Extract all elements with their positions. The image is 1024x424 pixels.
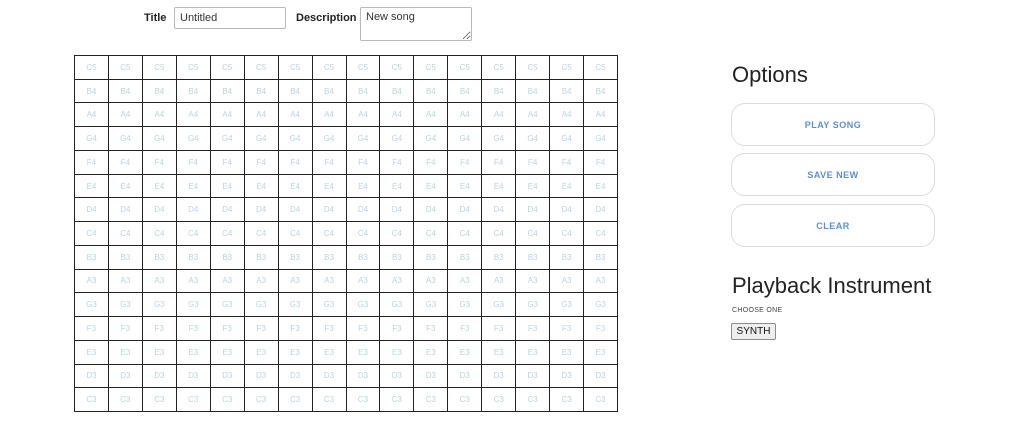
note-cell[interactable]: A4 xyxy=(313,103,347,127)
playback-instrument-heading: Playback Instrument xyxy=(732,273,932,298)
note-cell[interactable]: G3 xyxy=(75,293,109,317)
note-cell[interactable]: A3 xyxy=(75,270,109,294)
note-cell[interactable]: F4 xyxy=(516,151,550,175)
note-cell[interactable]: C4 xyxy=(143,222,177,246)
note-cell[interactable]: F3 xyxy=(279,317,313,341)
note-cell[interactable]: E4 xyxy=(279,175,313,199)
note-cell[interactable]: G3 xyxy=(347,293,381,317)
note-cell[interactable]: A4 xyxy=(245,103,279,127)
note-cell[interactable]: F3 xyxy=(313,317,347,341)
note-cell[interactable]: A4 xyxy=(75,103,109,127)
note-cell[interactable]: C5 xyxy=(380,56,414,80)
note-cell[interactable]: E4 xyxy=(245,175,279,199)
note-cell[interactable]: D3 xyxy=(482,365,516,389)
note-cell[interactable]: G3 xyxy=(245,293,279,317)
note-cell[interactable]: G4 xyxy=(211,127,245,151)
note-cell[interactable]: D4 xyxy=(550,198,584,222)
note-cell[interactable]: G4 xyxy=(516,127,550,151)
note-cell[interactable]: D4 xyxy=(347,198,381,222)
note-cell[interactable]: A4 xyxy=(143,103,177,127)
note-cell[interactable]: E3 xyxy=(550,341,584,365)
options-heading: Options xyxy=(732,62,808,87)
note-cell[interactable]: C4 xyxy=(279,222,313,246)
note-cell[interactable]: E4 xyxy=(550,175,584,199)
note-cell[interactable]: A3 xyxy=(109,270,143,294)
note-cell[interactable]: A4 xyxy=(482,103,516,127)
note-cell[interactable]: A4 xyxy=(516,103,550,127)
note-cell[interactable]: B3 xyxy=(313,246,347,270)
note-cell[interactable]: E4 xyxy=(584,175,618,199)
note-cell[interactable]: E4 xyxy=(143,175,177,199)
note-cell[interactable]: F3 xyxy=(143,317,177,341)
note-cell[interactable]: E3 xyxy=(75,341,109,365)
note-cell[interactable]: C5 xyxy=(109,56,143,80)
note-cell[interactable]: E4 xyxy=(448,175,482,199)
note-cell[interactable]: C4 xyxy=(109,222,143,246)
note-cell[interactable]: C4 xyxy=(75,222,109,246)
note-cell[interactable]: D4 xyxy=(313,198,347,222)
note-cell[interactable]: D4 xyxy=(177,198,211,222)
note-cell[interactable]: C4 xyxy=(177,222,211,246)
note-cell[interactable]: F4 xyxy=(584,151,618,175)
note-cell[interactable]: A3 xyxy=(313,270,347,294)
note-cell[interactable]: C3 xyxy=(313,388,347,412)
note-cell[interactable]: G4 xyxy=(279,127,313,151)
note-cell[interactable]: B3 xyxy=(279,246,313,270)
note-cell[interactable]: D4 xyxy=(75,198,109,222)
note-cell[interactable]: F4 xyxy=(211,151,245,175)
title-label: Title xyxy=(144,12,167,24)
note-cell[interactable]: E3 xyxy=(414,341,448,365)
note-cell[interactable]: F4 xyxy=(177,151,211,175)
note-cell[interactable]: F4 xyxy=(448,151,482,175)
note-cell[interactable]: B3 xyxy=(143,246,177,270)
note-cell[interactable]: C4 xyxy=(211,222,245,246)
note-cell[interactable]: F4 xyxy=(75,151,109,175)
note-cell[interactable]: D4 xyxy=(380,198,414,222)
note-cell[interactable]: C4 xyxy=(347,222,381,246)
note-cell[interactable]: G3 xyxy=(414,293,448,317)
note-cell[interactable]: G3 xyxy=(109,293,143,317)
note-cell[interactable]: F4 xyxy=(279,151,313,175)
note-cell[interactable]: A3 xyxy=(347,270,381,294)
note-cell[interactable]: C4 xyxy=(380,222,414,246)
note-cell[interactable]: G4 xyxy=(550,127,584,151)
note-cell[interactable]: A3 xyxy=(380,270,414,294)
note-cell[interactable]: B3 xyxy=(482,246,516,270)
note-cell[interactable]: C4 xyxy=(245,222,279,246)
note-cell[interactable]: B3 xyxy=(584,246,618,270)
note-cell[interactable]: D3 xyxy=(380,365,414,389)
note-cell[interactable]: B3 xyxy=(516,246,550,270)
note-cell[interactable]: D3 xyxy=(516,365,550,389)
description-textarea[interactable] xyxy=(360,7,472,41)
note-cell[interactable]: C3 xyxy=(347,388,381,412)
note-cell[interactable]: B4 xyxy=(279,80,313,104)
note-cell[interactable]: F4 xyxy=(109,151,143,175)
note-cell[interactable]: D4 xyxy=(482,198,516,222)
note-cell[interactable]: E4 xyxy=(109,175,143,199)
note-cell[interactable]: F3 xyxy=(584,317,618,341)
note-cell[interactable]: C5 xyxy=(279,56,313,80)
note-cell[interactable]: E3 xyxy=(143,341,177,365)
note-cell[interactable]: A4 xyxy=(211,103,245,127)
note-cell[interactable]: G4 xyxy=(414,127,448,151)
note-cell[interactable]: E3 xyxy=(245,341,279,365)
note-cell[interactable]: E3 xyxy=(482,341,516,365)
note-cell[interactable]: A4 xyxy=(109,103,143,127)
note-cell[interactable]: A3 xyxy=(550,270,584,294)
note-cell[interactable]: F3 xyxy=(516,317,550,341)
note-cell[interactable]: D3 xyxy=(347,365,381,389)
note-cell[interactable]: B3 xyxy=(414,246,448,270)
note-cell[interactable]: B3 xyxy=(245,246,279,270)
note-cell[interactable]: A3 xyxy=(211,270,245,294)
note-cell[interactable]: G3 xyxy=(482,293,516,317)
note-cell[interactable]: C3 xyxy=(380,388,414,412)
note-cell[interactable]: E4 xyxy=(516,175,550,199)
note-cell[interactable]: A3 xyxy=(143,270,177,294)
note-cell[interactable]: B4 xyxy=(347,80,381,104)
note-cell[interactable]: B4 xyxy=(516,80,550,104)
note-cell[interactable]: C4 xyxy=(414,222,448,246)
note-cell[interactable]: F3 xyxy=(177,317,211,341)
note-cell[interactable]: E3 xyxy=(448,341,482,365)
note-cell[interactable]: C5 xyxy=(177,56,211,80)
note-cell[interactable]: C5 xyxy=(448,56,482,80)
note-cell[interactable]: G4 xyxy=(313,127,347,151)
note-cell[interactable]: B4 xyxy=(109,80,143,104)
note-cell[interactable]: D4 xyxy=(279,198,313,222)
note-cell[interactable]: D3 xyxy=(245,365,279,389)
note-cell[interactable]: A3 xyxy=(516,270,550,294)
note-cell[interactable]: G3 xyxy=(584,293,618,317)
note-cell[interactable]: E4 xyxy=(211,175,245,199)
note-cell[interactable]: D4 xyxy=(245,198,279,222)
note-cell[interactable]: C4 xyxy=(313,222,347,246)
note-cell[interactable]: G3 xyxy=(143,293,177,317)
note-cell[interactable]: B3 xyxy=(347,246,381,270)
note-cell[interactable]: F4 xyxy=(380,151,414,175)
note-cell[interactable]: B3 xyxy=(75,246,109,270)
note-cell[interactable]: E4 xyxy=(313,175,347,199)
note-cell[interactable]: G3 xyxy=(313,293,347,317)
play-song-button[interactable]: PLAY SONG xyxy=(731,103,935,146)
note-cell[interactable]: A4 xyxy=(414,103,448,127)
note-cell[interactable]: C5 xyxy=(347,56,381,80)
note-cell[interactable]: A4 xyxy=(584,103,618,127)
note-cell[interactable]: C4 xyxy=(448,222,482,246)
note-cell[interactable]: G4 xyxy=(245,127,279,151)
note-cell[interactable]: E3 xyxy=(313,341,347,365)
note-cell[interactable]: D4 xyxy=(516,198,550,222)
note-cell[interactable]: C5 xyxy=(584,56,618,80)
synth-instrument-button[interactable]: SYNTH xyxy=(731,323,776,340)
note-cell[interactable]: G3 xyxy=(177,293,211,317)
note-cell[interactable]: C3 xyxy=(109,388,143,412)
choose-one-label: CHOOSE ONE xyxy=(732,307,783,314)
note-grid xyxy=(74,55,618,412)
note-cell[interactable]: B4 xyxy=(550,80,584,104)
note-cell[interactable]: D3 xyxy=(109,365,143,389)
note-cell[interactable]: E3 xyxy=(347,341,381,365)
note-cell[interactable]: C5 xyxy=(482,56,516,80)
note-cell[interactable]: E3 xyxy=(211,341,245,365)
note-cell[interactable]: F3 xyxy=(347,317,381,341)
note-cell[interactable]: C4 xyxy=(482,222,516,246)
note-cell[interactable]: E3 xyxy=(109,341,143,365)
note-cell[interactable]: E3 xyxy=(584,341,618,365)
note-cell[interactable]: G4 xyxy=(347,127,381,151)
note-cell[interactable]: A3 xyxy=(448,270,482,294)
note-cell[interactable]: G4 xyxy=(482,127,516,151)
note-cell[interactable]: B3 xyxy=(448,246,482,270)
note-cell[interactable]: A4 xyxy=(550,103,584,127)
note-cell[interactable]: A3 xyxy=(584,270,618,294)
save-new-button[interactable]: SAVE NEW xyxy=(731,153,935,196)
note-cell[interactable]: F3 xyxy=(380,317,414,341)
note-cell[interactable]: G4 xyxy=(75,127,109,151)
note-cell[interactable]: C3 xyxy=(143,388,177,412)
note-cell[interactable]: B4 xyxy=(584,80,618,104)
note-cell[interactable]: A3 xyxy=(482,270,516,294)
note-cell[interactable]: B4 xyxy=(448,80,482,104)
note-cell[interactable]: C5 xyxy=(75,56,109,80)
note-cell[interactable]: F3 xyxy=(414,317,448,341)
note-cell[interactable]: G4 xyxy=(448,127,482,151)
note-cell[interactable]: C5 xyxy=(143,56,177,80)
note-cell[interactable]: A4 xyxy=(347,103,381,127)
note-cell[interactable]: G3 xyxy=(550,293,584,317)
note-cell[interactable]: F3 xyxy=(245,317,279,341)
note-cell[interactable]: B4 xyxy=(380,80,414,104)
note-cell[interactable]: D3 xyxy=(75,365,109,389)
note-cell[interactable]: D3 xyxy=(313,365,347,389)
note-cell[interactable]: C5 xyxy=(211,56,245,80)
note-cell[interactable]: E4 xyxy=(380,175,414,199)
note-cell[interactable]: F4 xyxy=(347,151,381,175)
note-cell[interactable]: B4 xyxy=(245,80,279,104)
note-cell[interactable]: D3 xyxy=(448,365,482,389)
note-cell[interactable]: D3 xyxy=(143,365,177,389)
note-cell[interactable]: F4 xyxy=(414,151,448,175)
note-cell[interactable]: C5 xyxy=(414,56,448,80)
note-cell[interactable]: C4 xyxy=(550,222,584,246)
note-cell[interactable]: C3 xyxy=(245,388,279,412)
note-cell[interactable]: A4 xyxy=(448,103,482,127)
note-cell[interactable]: E4 xyxy=(347,175,381,199)
note-cell[interactable]: G3 xyxy=(448,293,482,317)
note-cell[interactable]: D3 xyxy=(177,365,211,389)
note-cell[interactable]: D4 xyxy=(584,198,618,222)
note-cell[interactable]: C3 xyxy=(279,388,313,412)
note-cell[interactable]: A3 xyxy=(245,270,279,294)
note-cell[interactable]: C3 xyxy=(448,388,482,412)
note-cell[interactable]: B4 xyxy=(177,80,211,104)
note-cell[interactable]: B4 xyxy=(211,80,245,104)
note-cell[interactable]: F4 xyxy=(313,151,347,175)
note-cell[interactable]: B3 xyxy=(211,246,245,270)
note-cell[interactable]: G3 xyxy=(516,293,550,317)
note-cell[interactable]: F4 xyxy=(245,151,279,175)
note-cell[interactable]: A3 xyxy=(279,270,313,294)
note-cell[interactable]: C5 xyxy=(550,56,584,80)
note-cell[interactable]: A3 xyxy=(177,270,211,294)
note-cell[interactable]: E3 xyxy=(279,341,313,365)
note-cell[interactable]: D4 xyxy=(143,198,177,222)
note-cell[interactable]: C4 xyxy=(584,222,618,246)
note-cell[interactable]: B3 xyxy=(380,246,414,270)
note-cell[interactable]: G4 xyxy=(143,127,177,151)
note-cell[interactable]: C3 xyxy=(584,388,618,412)
note-cell[interactable]: B4 xyxy=(482,80,516,104)
note-cell[interactable]: A3 xyxy=(414,270,448,294)
note-cell[interactable]: F4 xyxy=(482,151,516,175)
clear-button[interactable]: CLEAR xyxy=(731,204,935,247)
note-cell[interactable]: F3 xyxy=(482,317,516,341)
note-cell[interactable]: C5 xyxy=(245,56,279,80)
note-cell[interactable]: E3 xyxy=(380,341,414,365)
description-label: Description xyxy=(296,12,357,24)
note-cell[interactable]: E4 xyxy=(414,175,448,199)
note-cell[interactable]: G3 xyxy=(211,293,245,317)
note-cell[interactable]: C4 xyxy=(516,222,550,246)
note-cell[interactable]: F4 xyxy=(550,151,584,175)
note-cell[interactable]: F3 xyxy=(211,317,245,341)
note-cell[interactable]: D3 xyxy=(414,365,448,389)
note-cell[interactable]: E4 xyxy=(177,175,211,199)
note-cell[interactable]: B4 xyxy=(143,80,177,104)
note-cell[interactable]: A4 xyxy=(177,103,211,127)
note-cell[interactable]: E3 xyxy=(177,341,211,365)
note-cell[interactable]: G4 xyxy=(584,127,618,151)
note-cell[interactable]: E4 xyxy=(75,175,109,199)
note-cell[interactable]: C5 xyxy=(516,56,550,80)
title-input[interactable] xyxy=(174,7,286,29)
note-cell[interactable]: D4 xyxy=(448,198,482,222)
note-cell[interactable]: B3 xyxy=(550,246,584,270)
note-cell[interactable]: A4 xyxy=(279,103,313,127)
note-cell[interactable]: F3 xyxy=(550,317,584,341)
note-cell[interactable]: D4 xyxy=(414,198,448,222)
note-cell[interactable]: C3 xyxy=(177,388,211,412)
note-cell[interactable]: C3 xyxy=(482,388,516,412)
note-cell[interactable]: C3 xyxy=(516,388,550,412)
note-cell[interactable]: C3 xyxy=(211,388,245,412)
note-cell[interactable]: B4 xyxy=(414,80,448,104)
note-cell[interactable]: A4 xyxy=(380,103,414,127)
note-cell[interactable]: G3 xyxy=(279,293,313,317)
note-cell[interactable]: D3 xyxy=(550,365,584,389)
note-cell[interactable]: G4 xyxy=(380,127,414,151)
note-cell[interactable]: C5 xyxy=(313,56,347,80)
note-cell[interactable]: B3 xyxy=(177,246,211,270)
note-cell[interactable]: D3 xyxy=(584,365,618,389)
note-cell[interactable]: F3 xyxy=(448,317,482,341)
note-cell[interactable]: F4 xyxy=(143,151,177,175)
note-cell[interactable]: C3 xyxy=(414,388,448,412)
note-cell[interactable]: G4 xyxy=(177,127,211,151)
note-cell[interactable]: D4 xyxy=(109,198,143,222)
note-cell[interactable]: G4 xyxy=(109,127,143,151)
note-cell[interactable]: B4 xyxy=(313,80,347,104)
note-cell[interactable]: D3 xyxy=(279,365,313,389)
note-cell[interactable]: D3 xyxy=(211,365,245,389)
note-cell[interactable]: E4 xyxy=(482,175,516,199)
note-cell[interactable]: B4 xyxy=(75,80,109,104)
note-cell[interactable]: D4 xyxy=(211,198,245,222)
note-cell[interactable]: B3 xyxy=(109,246,143,270)
note-cell[interactable]: G3 xyxy=(380,293,414,317)
note-cell[interactable]: F3 xyxy=(109,317,143,341)
note-cell[interactable]: C3 xyxy=(75,388,109,412)
note-cell[interactable]: F3 xyxy=(75,317,109,341)
note-cell[interactable]: C3 xyxy=(550,388,584,412)
note-cell[interactable]: E3 xyxy=(516,341,550,365)
